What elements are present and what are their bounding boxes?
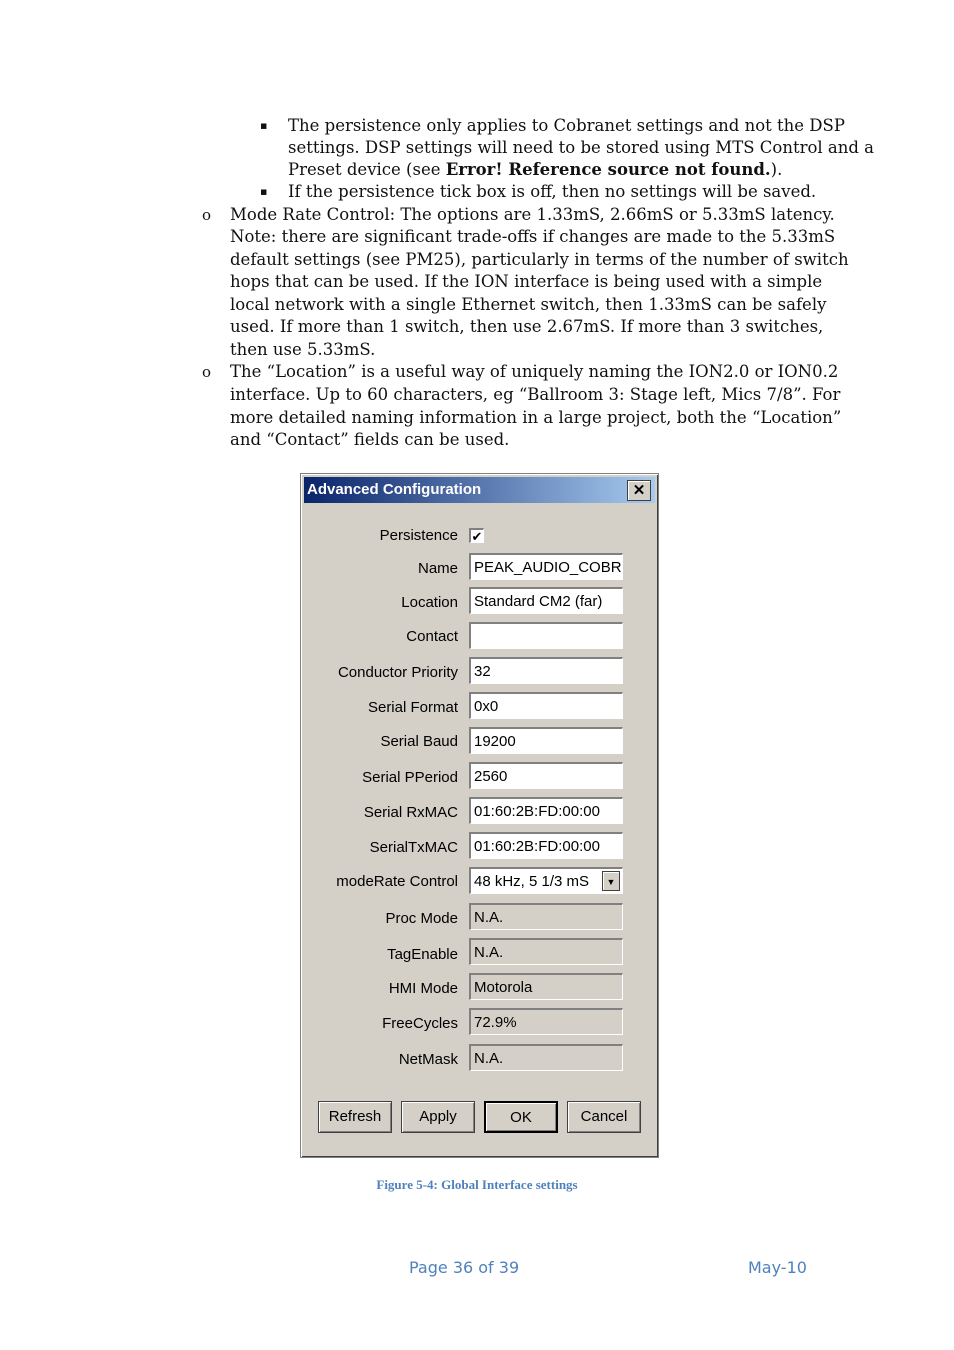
square-bullet-icon: ▪: [260, 185, 268, 198]
tagenable-field: N.A.: [469, 938, 623, 965]
freecycles-label: FreeCycles: [382, 1015, 458, 1032]
body-line: Note: there are significant trade-offs if changes are made to the 5.33mS: [230, 227, 836, 246]
persistence-label: Persistence: [379, 527, 458, 544]
location-field[interactable]: Standard CM2 (far): [469, 587, 623, 614]
serial-pperiod-field[interactable]: 2560: [469, 762, 623, 789]
body-line: used. If more than 1 switch, then use 2.67mS. If more than 3 switches,: [230, 317, 824, 336]
hmi-mode-label: HMI Mode: [388, 980, 458, 997]
hmi-mode-field: Motorola: [469, 973, 623, 1000]
name-field[interactable]: PEAK_AUDIO_COBR: [469, 553, 623, 580]
body-line: settings. DSP settings will need to be stored using MTS Control and a: [288, 138, 875, 157]
proc-mode-field: N.A.: [469, 903, 623, 930]
body-line: If the persistence tick box is off, then no settings will be saved.: [288, 182, 817, 201]
dialog-titlebar[interactable]: [304, 477, 655, 503]
serial-format-label: Serial Format: [367, 699, 458, 716]
figure-caption: Figure 5-4: Global Interface settings: [376, 1177, 578, 1192]
ok-button[interactable]: OK: [484, 1101, 558, 1133]
circle-bullet-icon: o: [202, 206, 212, 224]
body-line: interface. Up to 60 characters, eg “Ballroom 3: Stage left, Mics 7/8”. For: [230, 385, 841, 404]
advanced-configuration-dialog: [300, 473, 659, 1158]
body-line: hops that can be used. If the ION interface is being used with a simple: [230, 272, 823, 291]
conductor-priority-field[interactable]: 32: [469, 657, 623, 684]
body-text: Preset device (see: [288, 160, 446, 179]
body-line: more detailed naming information in a large project, both the “Location”: [230, 408, 842, 427]
reference-error-text: Error! Reference source not found.: [445, 160, 771, 179]
moderate-control-select[interactable]: [469, 867, 623, 894]
conductor-priority-label: Conductor Priority: [337, 664, 458, 681]
proc-mode-label: Proc Mode: [385, 910, 458, 927]
tagenable-label: TagEnable: [387, 946, 458, 963]
moderate-control-value: 48 kHz, 5 1/3 mS: [474, 873, 590, 890]
footer-date: May-10: [748, 1258, 807, 1277]
body-line: The “Location” is a useful way of uniquely naming the ION2.0 or ION0.2: [230, 362, 839, 381]
serial-rxmac-field[interactable]: 01:60:2B:FD:00:00: [469, 797, 623, 824]
netmask-label: NetMask: [398, 1051, 458, 1068]
freecycles-field: 72.9%: [469, 1008, 623, 1035]
body-line: [288, 159, 782, 182]
body-text: ).: [770, 160, 783, 179]
close-icon[interactable]: ✕: [627, 480, 651, 501]
body-line: Mode Rate Control: The options are 1.33mS, 2.66mS or 5.33mS latency.: [230, 205, 835, 224]
body-line: then use 5.33mS.: [230, 340, 376, 359]
netmask-field: N.A.: [469, 1044, 623, 1071]
location-label: Location: [401, 594, 458, 611]
contact-field[interactable]: [469, 622, 623, 649]
refresh-button[interactable]: Refresh: [318, 1101, 392, 1133]
serial-format-field[interactable]: 0x0: [469, 692, 623, 719]
contact-label: Contact: [406, 628, 458, 645]
body-line: local network with a single Ethernet switch, then 1.33mS can be safely: [230, 295, 827, 314]
body-line: The persistence only applies to Cobranet settings and not the DSP: [288, 116, 845, 135]
body-line: and “Contact” fields can be used.: [230, 430, 510, 449]
square-bullet-icon: ▪: [260, 119, 268, 132]
moderate-control-label: modeRate Control: [336, 873, 458, 890]
serial-pperiod-label: Serial PPeriod: [362, 769, 458, 786]
apply-button[interactable]: Apply: [401, 1101, 475, 1133]
name-label: Name: [417, 560, 458, 577]
page-number: Page 36 of 39: [409, 1258, 520, 1277]
serial-txmac-field[interactable]: 01:60:2B:FD:00:00: [469, 832, 623, 859]
serial-rxmac-label: Serial RxMAC: [363, 804, 458, 821]
dialog-title: Advanced Configuration: [307, 481, 482, 498]
chevron-down-icon[interactable]: ▼: [602, 871, 620, 891]
cancel-button[interactable]: Cancel: [567, 1101, 641, 1133]
serial-baud-field[interactable]: 19200: [469, 727, 623, 754]
body-line: default settings (see PM25), particularly in terms of the number of switch: [230, 250, 849, 269]
persistence-checkbox[interactable]: ✔: [469, 528, 484, 543]
serial-txmac-label: SerialTxMAC: [369, 839, 458, 856]
serial-baud-label: Serial Baud: [380, 733, 458, 750]
circle-bullet-icon: o: [202, 363, 212, 381]
